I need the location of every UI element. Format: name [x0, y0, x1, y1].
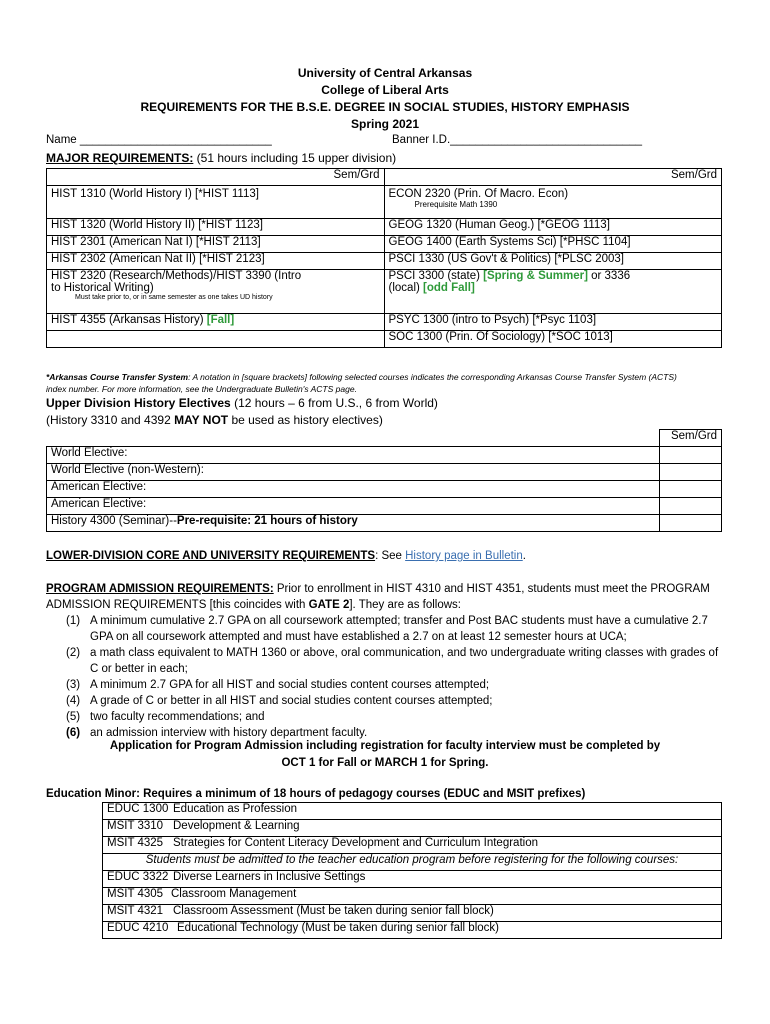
- major-left-row[interactable]: HIST 2301 (American Nat I) [*HIST 2113]: [47, 236, 385, 253]
- elective-grade-cell[interactable]: [660, 447, 722, 464]
- university-name: University of Central Arkansas: [297, 66, 473, 80]
- acts-note-line2: index number. For more information, see the Undergraduate Bulletin's ACTS page.: [46, 384, 357, 394]
- minor-course-row[interactable]: MSIT 4325 Strategies for Content Literacy Development and Curriculum Integration: [103, 837, 722, 854]
- upper-division-note: (History 3310 and 4392 MAY NOT be used as history electives): [46, 413, 383, 427]
- major-heading-rest: (51 hours including 15 upper division): [193, 151, 397, 165]
- admission-item: (3) A minimum 2.7 GPA for all HIST and social studies content courses attempted;: [66, 679, 490, 691]
- elective-row[interactable]: World Elective:: [47, 447, 660, 464]
- admission-list: [66, 615, 726, 743]
- upper-division-table: [46, 429, 722, 532]
- banner-id-field[interactable]: Banner I.D.______________________________: [392, 134, 643, 146]
- major-right-row[interactable]: PSYC 1300 (intro to Psych) [*Psyc 1103]: [384, 314, 721, 331]
- major-left-row[interactable]: HIST 4355 (Arkansas History) [Fall]: [47, 314, 385, 331]
- admission-item-cont: GPA on all coursework attempted and must have established a 2.7 on at least 12 semester hours at UCA;: [90, 631, 627, 643]
- term-tag: [Spring & Summer]: [483, 270, 588, 282]
- bulletin-link[interactable]: History page in Bulletin: [405, 550, 523, 562]
- name-field[interactable]: Name ______________________________: [46, 134, 272, 146]
- major-right-row[interactable]: GEOG 1400 (Earth Systems Sci) [*PHSC 1104]: [384, 236, 721, 253]
- elective-grade-cell[interactable]: [660, 481, 722, 498]
- elective-row[interactable]: American Elective:: [47, 498, 660, 515]
- prerequisite-note: Prerequisite Math 1390: [414, 200, 498, 209]
- admission-item: (2) a math class equivalent to MATH 1360 or above, oral communication, and two undergraduate writing classes with grades of: [66, 647, 719, 659]
- major-right-row[interactable]: GEOG 1320 (Human Geog.) [*GEOG 1113]: [384, 219, 721, 236]
- term: Spring 2021: [350, 117, 420, 131]
- elective-row[interactable]: American Elective:: [47, 481, 660, 498]
- major-left-row[interactable]: [47, 331, 385, 348]
- minor-course-row[interactable]: MSIT 4305 Classroom Management: [103, 888, 722, 905]
- major-right-row[interactable]: ECON 2320 (Prin. Of Macro. Econ) Prerequisite Math 1390: [384, 186, 721, 219]
- ud-history-note: Must take prior to, or in same semester as one takes UD history: [75, 294, 273, 301]
- upper-division-heading: Upper Division History Electives (12 hours – 6 from U.S., 6 from World): [46, 396, 438, 410]
- elective-grade-cell[interactable]: [660, 464, 722, 481]
- term-tag: [odd Fall]: [423, 282, 475, 294]
- major-heading-label: MAJOR REQUIREMENTS:: [46, 151, 194, 165]
- upper-semgrd-header: Sem/Grd: [660, 430, 722, 447]
- seminar-row[interactable]: History 4300 (Seminar)--Pre-requisite: 21 hours of history: [47, 515, 660, 532]
- elective-grade-cell[interactable]: [660, 498, 722, 515]
- upper-blank-header: [47, 430, 660, 447]
- document-title: REQUIREMENTS FOR THE B.S.E. DEGREE IN SOCIAL STUDIES, HISTORY EMPHASIS: [140, 100, 630, 114]
- lower-division-line: LOWER-DIVISION CORE AND UNIVERSITY REQUIREMENTS: See History page in Bulletin.: [46, 550, 526, 562]
- admission-deadline-line1: Application for Program Admission including registration for faculty interview must be completed by: [109, 740, 661, 752]
- college-name: College of Liberal Arts: [321, 83, 449, 97]
- minor-course-row[interactable]: MSIT 4321 Classroom Assessment (Must be taken during senior fall block): [103, 905, 722, 922]
- right-semgrd-header: Sem/Grd: [384, 169, 721, 186]
- major-right-row[interactable]: SOC 1300 (Prin. Of Sociology) [*SOC 1013]: [384, 331, 721, 348]
- admission-intro-line2: ADMISSION REQUIREMENTS [this coincides with GATE 2]. They are as follows:: [46, 599, 461, 611]
- admission-item: (4) A grade of C or better in all HIST and social studies content courses attempted;: [66, 695, 493, 707]
- minor-course-row[interactable]: EDUC 1300 Education as Profession: [103, 803, 722, 820]
- admission-item: (6) an admission interview with history department faculty.: [66, 727, 368, 739]
- acts-note-line1: *Arkansas Course Transfer System: A notation in [square brackets] following selected courses indicates the corresponding Arkansas Course Transfer System (ACTS): [46, 372, 677, 382]
- major-requirements-table: [46, 168, 722, 348]
- elective-row[interactable]: World Elective (non-Western):: [47, 464, 660, 481]
- admission-item: (5) two faculty recommendations; and: [66, 711, 265, 723]
- minor-course-row[interactable]: EDUC 4210 Educational Technology (Must be taken during senior fall block): [103, 922, 722, 939]
- minor-course-row[interactable]: EDUC 3322 Diverse Learners in Inclusive Settings: [103, 871, 722, 888]
- elective-grade-cell[interactable]: [660, 515, 722, 532]
- major-left-row[interactable]: HIST 2320 (Research/Methods)/HIST 3390 (Intro to Historical Writing) Must take prior to, or in same semester as one takes UD history: [47, 270, 385, 314]
- education-minor-heading: Education Minor: Requires a minimum of 18 hours of pedagogy courses (EDUC and MSIT prefixes): [46, 788, 586, 800]
- major-right-row[interactable]: PSCI 3300 (state) [Spring & Summer] or 3336 (local) [odd Fall]: [384, 270, 721, 314]
- term-tag: [Fall]: [206, 314, 235, 326]
- left-semgrd-header: Sem/Grd: [47, 169, 385, 186]
- admission-intro-line1: PROGRAM ADMISSION REQUIREMENTS: Prior to enrollment in HIST 4310 and HIST 4351, students must meet the PROGRAM: [46, 583, 710, 595]
- major-left-row[interactable]: HIST 1310 (World History I) [*HIST 1113]: [47, 186, 385, 219]
- major-left-row[interactable]: HIST 2302 (American Nat II) [*HIST 2123]: [47, 253, 385, 270]
- education-minor-table: [102, 802, 722, 939]
- major-requirements-heading: [46, 151, 396, 165]
- admission-notice-row: Students must be admitted to the teacher education program before registering for the following courses:: [103, 854, 722, 871]
- admission-item-cont: C or better in each;: [90, 663, 188, 675]
- minor-course-row[interactable]: MSIT 3310 Development & Learning: [103, 820, 722, 837]
- major-right-row[interactable]: PSCI 1330 (US Gov't & Politics) [*PLSC 2003]: [384, 253, 721, 270]
- admission-item: (1) A minimum cumulative 2.7 GPA on all coursework attempted; transfer and Post BAC students must have a cumulative 2.7: [66, 615, 708, 627]
- admission-deadline-line2: OCT 1 for Fall or MARCH 1 for Spring.: [281, 757, 489, 769]
- major-left-row[interactable]: HIST 1320 (World History II) [*HIST 1123]: [47, 219, 385, 236]
